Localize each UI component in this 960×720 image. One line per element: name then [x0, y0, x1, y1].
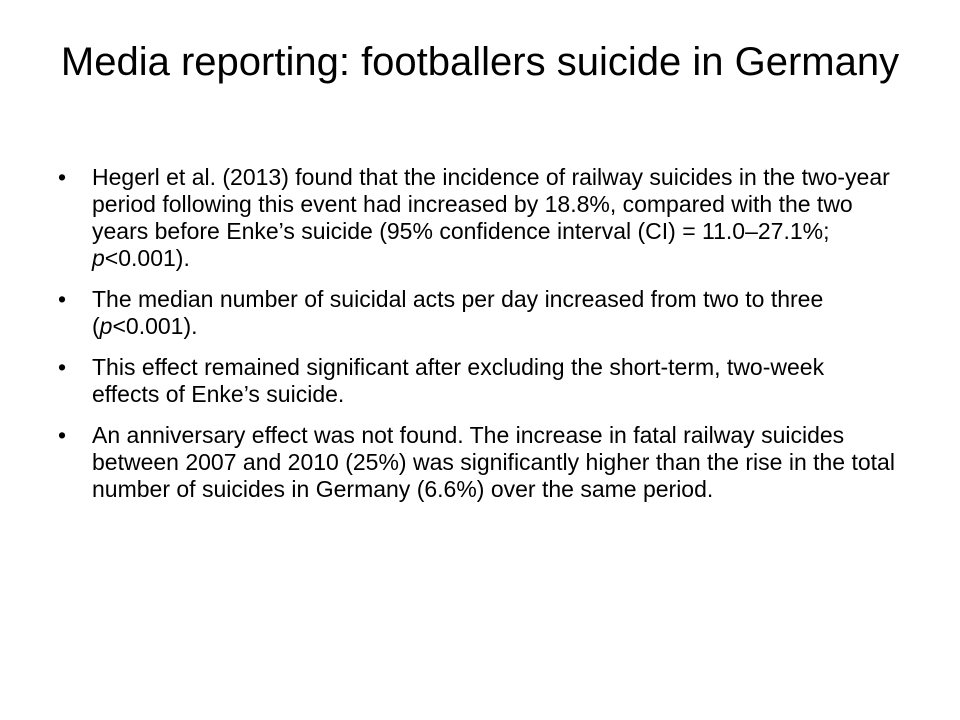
bullet-item-4 [58, 422, 896, 503]
bullet-text-segment: <0.001). [104, 245, 190, 271]
bullet-text [92, 164, 896, 272]
bullet-text [92, 286, 896, 340]
bullet-text-segment: <0.001). [112, 313, 198, 339]
bullet-text-segment: Hegerl et al. (2013) found that the incidence of railway suicides in the two-year period following this event had increased by 18.8%, compared with the two years before Enke’s suicide (95% confidence interval (CI) = 11.0–27.1%; [92, 164, 890, 244]
bullet-text-segment: The median number of suicidal acts per day increased from two to three ( [92, 286, 824, 339]
bullet-icon: • [58, 286, 67, 312]
bullet-icon: • [58, 422, 67, 448]
bullet-icon: • [58, 164, 67, 190]
slide-title: Media reporting: footballers suicide in Germany [60, 40, 900, 84]
bullet-text-segment: An anniversary effect was not found. The increase in fatal railway suicides between 2007 and 2010 (25%) was significantly higher than the rise in the total number of suicides in Germany (6.6%) over the same period. [92, 422, 895, 502]
bullet-list [58, 164, 896, 517]
p-value-label: p [92, 245, 105, 271]
bullet-text-segment: This effect remained significant after excluding the short-term, two-week effects of Enke’s suicide. [92, 354, 825, 407]
bullet-item-3 [58, 354, 896, 408]
bullet-item-1 [58, 164, 896, 272]
p-value-label: p [99, 313, 113, 339]
bullet-text [92, 354, 896, 408]
bullet-text [92, 422, 896, 503]
bullet-icon: • [58, 354, 67, 380]
bullet-item-2 [58, 286, 896, 340]
